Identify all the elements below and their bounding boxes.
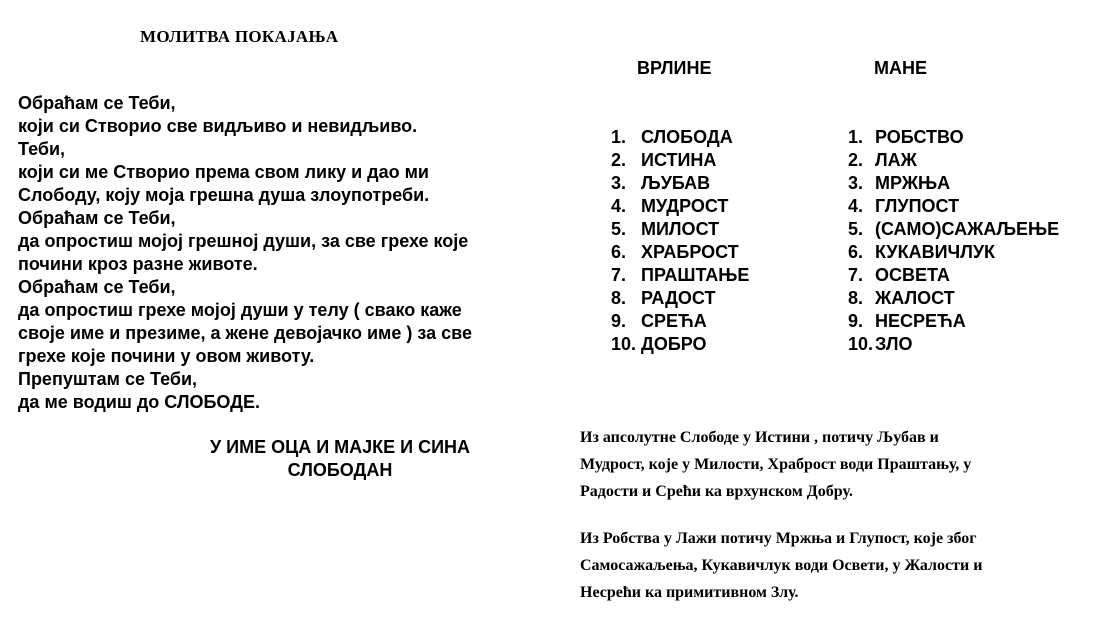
- prayer-line: који си ме Створио према свом лику и дао ми: [18, 162, 429, 182]
- item-label: ИСТИНА: [641, 150, 717, 170]
- virtues-list: [611, 126, 749, 356]
- list-item: [611, 264, 749, 287]
- prayer-text: [18, 92, 558, 414]
- list-item: [848, 195, 1059, 218]
- virtues-header: ВРЛИНЕ: [637, 58, 712, 78]
- item-number: 1.: [848, 127, 864, 147]
- list-item: [848, 149, 1059, 172]
- list-item: [848, 241, 1059, 264]
- prayer-line: који си Створио све видљиво и невидљиво.: [18, 116, 418, 136]
- item-label: ЖАЛОСТ: [875, 288, 955, 308]
- blessing-line: У ИМЕ ОЦА И МАЈКЕ И СИНА: [209, 437, 471, 457]
- item-label: ПРАШТАЊЕ: [641, 265, 750, 285]
- item-label: МРЖЊА: [875, 173, 951, 193]
- prayer-line: да опростиш мојој грешној души, за све грехе које: [18, 231, 469, 251]
- item-label: ХРАБРОСТ: [641, 242, 739, 262]
- item-label: МИЛОСТ: [641, 219, 720, 239]
- item-label: МУДРОСТ: [641, 196, 729, 216]
- prayer-line: Препуштам се Теби,: [18, 369, 198, 389]
- list-item: [611, 287, 749, 310]
- item-label: ГЛУПОСТ: [875, 196, 960, 216]
- prayer-line: Обраћам се Теби,: [18, 277, 176, 297]
- list-item: [611, 310, 749, 333]
- paragraph-line: Радости и Срећи ка врхунском Добру.: [580, 483, 853, 500]
- item-number: 6.: [611, 242, 627, 262]
- paragraph-line: Мудрост, које у Милости, Храброст води Праштању, у: [580, 456, 972, 473]
- item-number: 4.: [611, 196, 627, 216]
- item-number: 4.: [848, 196, 864, 216]
- item-number: 8.: [611, 288, 627, 308]
- item-label: ЛАЖ: [875, 150, 917, 170]
- list-item: [611, 172, 749, 195]
- item-label: ОСВЕТА: [875, 265, 950, 285]
- list-item: [611, 218, 749, 241]
- paragraph-line: Из Робства у Лажи потичу Мржња и Глупост, које због: [580, 530, 977, 547]
- paragraph-line: Из апсолутне Слободе у Истини , потичу Љубав и: [580, 429, 939, 446]
- item-number: 7.: [611, 265, 627, 285]
- prayer-line: Обраћам се Теби,: [18, 93, 176, 113]
- prayer-line: Теби,: [18, 139, 66, 159]
- list-item: [848, 172, 1059, 195]
- vices-list: [848, 126, 1059, 356]
- list-item: [848, 333, 1059, 356]
- item-number: 6.: [848, 242, 864, 262]
- list-item: [848, 310, 1059, 333]
- prayer-line: почини кроз разне животе.: [18, 254, 258, 274]
- item-label: (САМО)САЖАЉЕЊЕ: [875, 219, 1060, 239]
- item-number: 8.: [848, 288, 864, 308]
- list-item: [611, 195, 749, 218]
- item-label: ЉУБАВ: [641, 173, 711, 193]
- list-item: [848, 218, 1059, 241]
- list-item: [848, 287, 1059, 310]
- item-number: 5.: [848, 219, 864, 239]
- item-number: 2.: [611, 150, 627, 170]
- item-number: 7.: [848, 265, 864, 285]
- item-label: ЗЛО: [875, 334, 913, 354]
- item-label: СЛОБОДА: [641, 127, 733, 147]
- list-item: [848, 126, 1059, 149]
- item-number: 2.: [848, 150, 864, 170]
- blessing-text: [175, 436, 505, 482]
- item-number: 1.: [611, 127, 627, 147]
- item-number: 9.: [848, 311, 864, 331]
- item-label: РАДОСТ: [641, 288, 716, 308]
- vices-paragraph: [580, 525, 1100, 606]
- item-label: РОБСТВО: [875, 127, 964, 147]
- prayer-line: грехе које почини у овом животу.: [18, 346, 315, 366]
- item-number: 10.: [848, 334, 874, 354]
- prayer-line: Обраћам се Теби,: [18, 208, 176, 228]
- prayer-line: да ме водиш до СЛОБОДЕ.: [18, 392, 260, 412]
- blessing-line: СЛОБОДАН: [287, 460, 393, 480]
- prayer-line: своје име и презиме, а жене девојачко име ) за све: [18, 323, 472, 343]
- item-number: 3.: [611, 173, 627, 193]
- list-item: [848, 264, 1059, 287]
- page-title: МОЛИТВА ПОКАЈАЊА: [140, 27, 339, 46]
- paragraph-line: Самосажаљења, Кукавичлук води Освети, у Жалости и: [580, 557, 983, 574]
- prayer-line: Слободу, коју моја грешна душа злоупотреби.: [18, 185, 430, 205]
- vices-header: МАНЕ: [874, 58, 927, 78]
- virtues-paragraph: [580, 424, 1100, 505]
- list-item: [611, 241, 749, 264]
- prayer-line: да опростиш грехе мојој души у телу ( свако каже: [18, 300, 462, 320]
- list-item: [611, 149, 749, 172]
- item-label: НЕСРЕЋА: [875, 311, 966, 331]
- item-number: 5.: [611, 219, 627, 239]
- item-label: ДОБРО: [641, 334, 707, 354]
- item-number: 10.: [611, 334, 637, 354]
- item-number: 9.: [611, 311, 627, 331]
- item-label: КУКАВИЧЛУК: [875, 242, 996, 262]
- item-number: 3.: [848, 173, 864, 193]
- paragraph-line: Несрећи ка примитивном Злу.: [580, 584, 799, 601]
- list-item: [611, 126, 749, 149]
- item-label: СРЕЋА: [641, 311, 707, 331]
- list-item: [611, 333, 749, 356]
